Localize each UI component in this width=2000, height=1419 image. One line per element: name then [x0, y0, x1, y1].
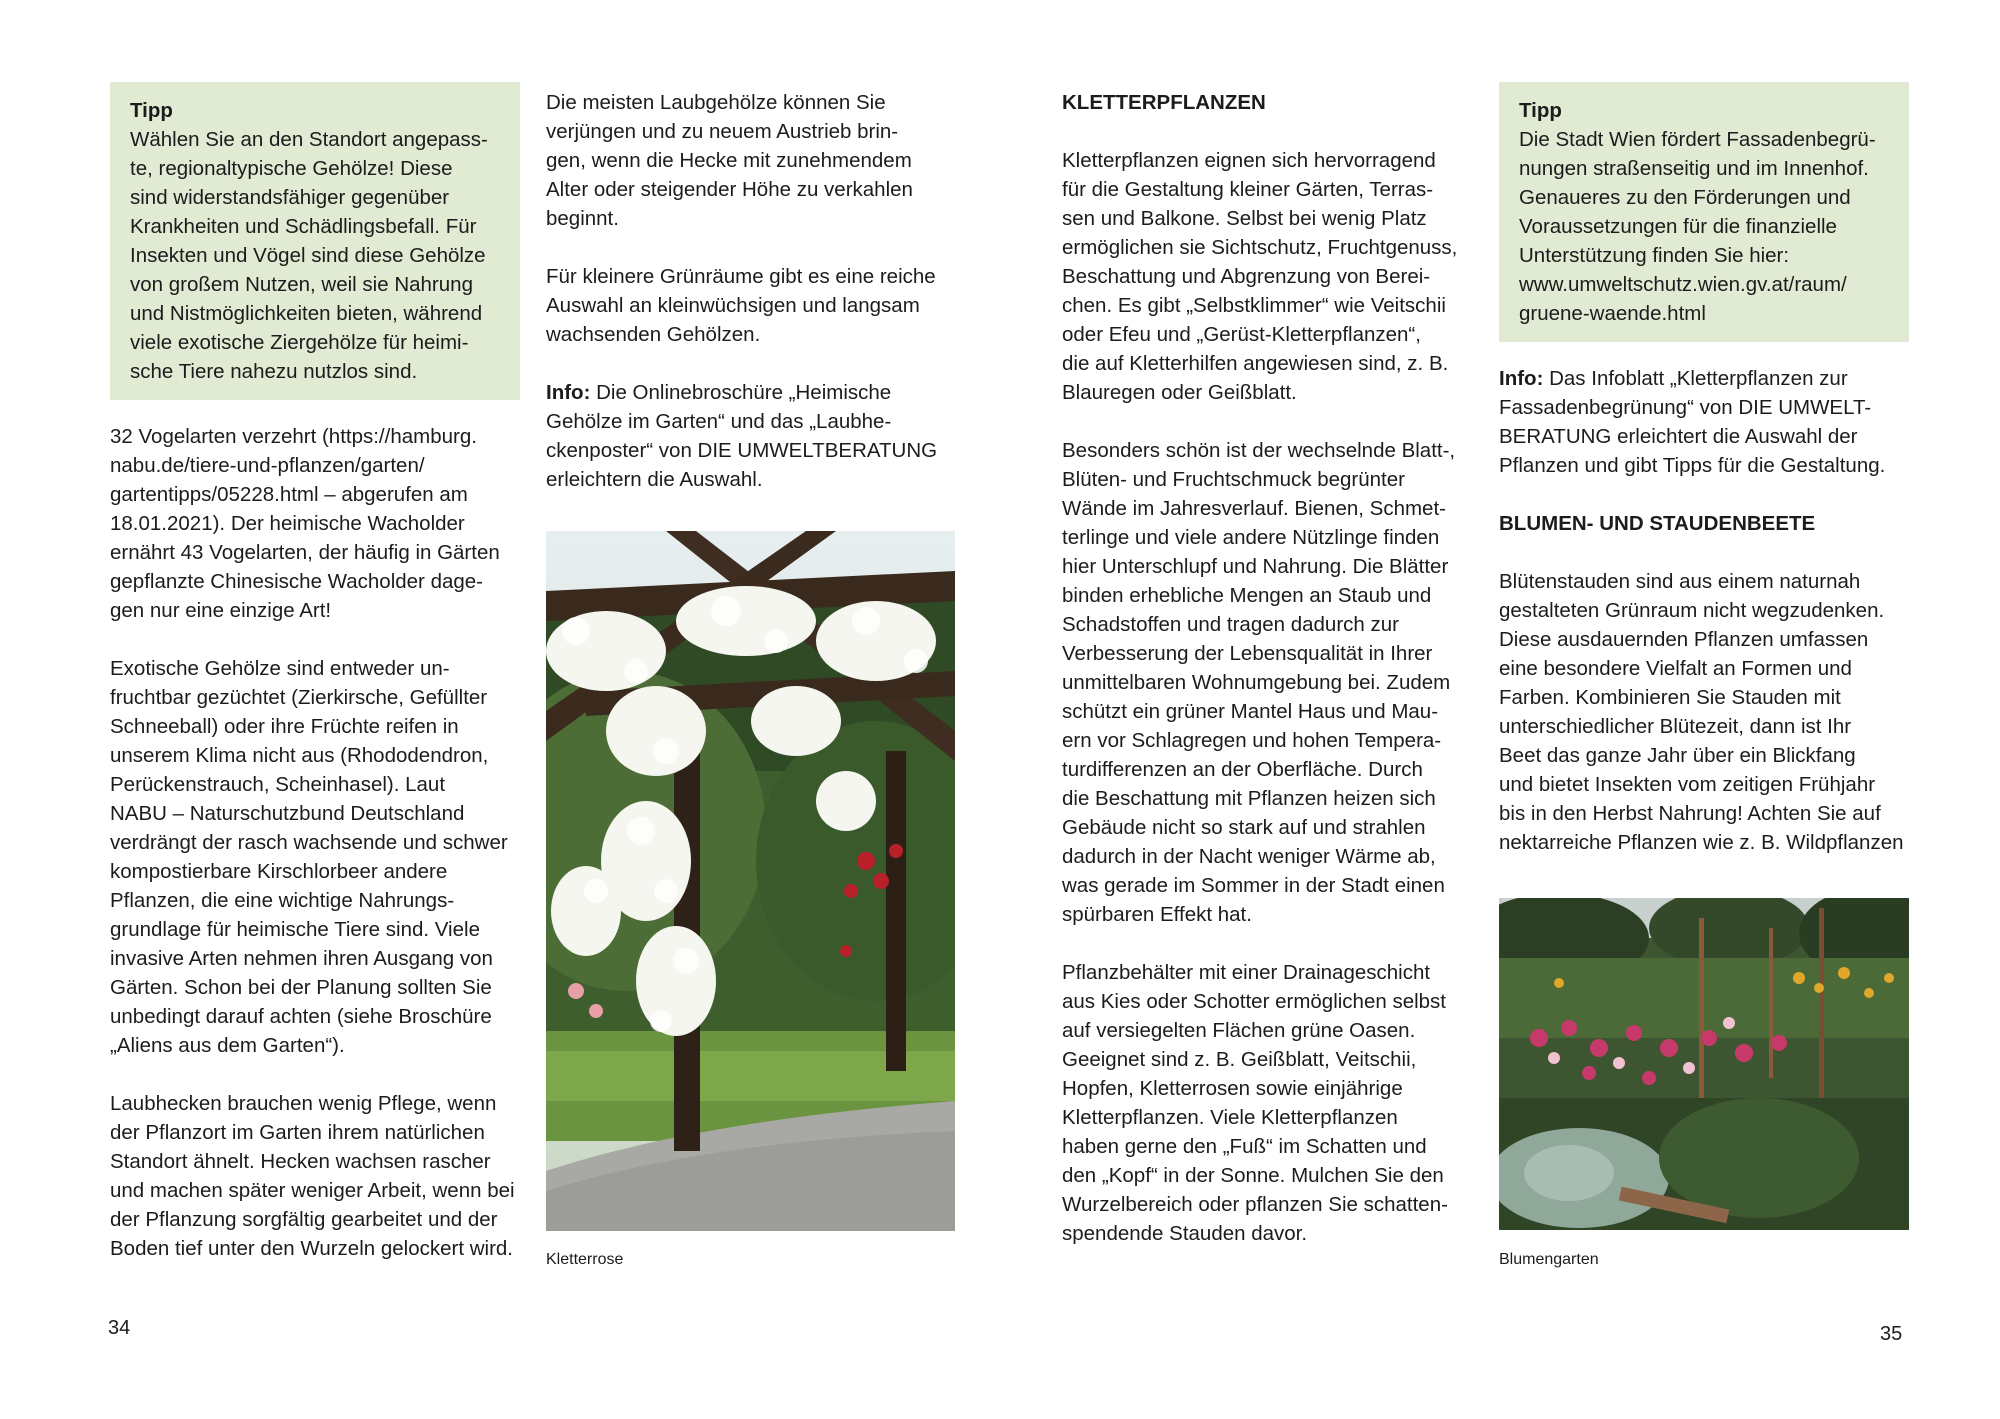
text-line: ckenposter“ von DIE UMWELTBERATUNG	[546, 439, 938, 462]
info-paragraph-left	[546, 378, 966, 494]
text-line: Standort ähnelt. Hecken wachsen rascher	[110, 1150, 491, 1173]
text-line: Auswahl an kleinwüchsigen und langsam	[546, 294, 920, 317]
photo-flower-garden	[1499, 898, 1909, 1230]
tip-line: Genaueres zu den Förderungen und	[1519, 186, 1851, 209]
photo-caption-right: Blumengarten	[1499, 1251, 1599, 1268]
text-line: und machen später weniger Arbeit, wenn bei	[110, 1179, 515, 1202]
column-4	[1499, 82, 1909, 857]
text-line: Fassadenbegrünung“ von DIE UMWELT-	[1499, 396, 1872, 419]
photo-caption-left: Kletterrose	[546, 1251, 624, 1268]
text-line: Perückenstrauch, Scheinhasel). Laut	[110, 773, 446, 796]
tip-title: Tipp	[1519, 99, 1562, 122]
text-line: dadurch in der Nacht weniger Wärme ab,	[1062, 845, 1436, 868]
text-line: Wurzelbereich oder pflanzen Sie schatten-	[1062, 1193, 1448, 1216]
paragraph-climbing-benefits	[1062, 436, 1482, 929]
text-line: der Pflanzung sorgfältig gearbeitet und der	[110, 1208, 498, 1231]
text-line: sen und Balkone. Selbst bei wenig Platz	[1062, 207, 1427, 230]
text-line: invasive Arten nehmen ihren Ausgang von	[110, 947, 493, 970]
text-line: Pflanzen und gibt Tipps für die Gestaltung.	[1499, 454, 1886, 477]
text-line: ernährt 43 Vogelarten, der häufig in Gärten	[110, 541, 500, 564]
text-line: Die meisten Laubgehölze können Sie	[546, 91, 886, 114]
text-line: schützt ein grüner Mantel Haus und Mau-	[1062, 700, 1439, 723]
text-line: wachsenden Gehölzen.	[546, 323, 761, 346]
text-line: Für kleinere Grünräume gibt es eine reiche	[546, 265, 936, 288]
tip-line: te, regionaltypische Gehölze! Diese	[130, 157, 453, 180]
info-text: Das Infoblatt „Kletterpflanzen zur	[1543, 367, 1848, 390]
info-paragraph-right	[1499, 364, 1909, 480]
text-line: spendende Stauden davor.	[1062, 1222, 1308, 1245]
column-1	[110, 82, 520, 1263]
paragraph-exotic-plants	[110, 654, 520, 1060]
text-line: erleichtern die Auswahl.	[546, 468, 763, 491]
text-line: fruchtbar gezüchtet (Zierkirsche, Gefüllter	[110, 686, 488, 709]
tip-line: sind widerstandsfähiger gegenüber	[130, 186, 450, 209]
text-line: gestalteten Grünraum nicht wegzudenken.	[1499, 599, 1885, 622]
text-line: nektarreiche Pflanzen wie z. B. Wildpflanzen	[1499, 831, 1904, 854]
text-line: den „Kopf“ in der Sonne. Mulchen Sie den	[1062, 1164, 1444, 1187]
text-line: Diese ausdauernden Pflanzen umfassen	[1499, 628, 1869, 651]
text-line: turdifferenzen an der Oberfläche. Durch	[1062, 758, 1423, 781]
text-line: auf versiegelten Flächen grüne Oasen.	[1062, 1019, 1416, 1042]
tip-line: von großem Nutzen, weil sie Nahrung	[130, 273, 473, 296]
text-line	[1499, 364, 1909, 393]
paragraph-small-gardens	[546, 262, 966, 349]
tip-line: Voraussetzungen für die finanzielle	[1519, 215, 1837, 238]
text-line: Boden tief unter den Wurzeln gelockert wird.	[110, 1237, 514, 1260]
text-line: spürbaren Effekt hat.	[1062, 903, 1252, 926]
text-line: der Pflanzort im Garten ihrem natürlichen	[110, 1121, 485, 1144]
section-heading-climbing-plants: KLETTERPFLANZEN	[1062, 91, 1266, 114]
text-line: und bietet Insekten vom zeitigen Frühjahr	[1499, 773, 1876, 796]
text-line: Gehölze im Garten“ und das „Laubhe-	[546, 410, 892, 433]
text-line: kompostierbare Kirschlorbeer andere	[110, 860, 448, 883]
column-2	[546, 88, 966, 494]
text-line: ern vor Schlagregen und hohen Tempera-	[1062, 729, 1442, 752]
text-line: eine besondere Vielfalt an Formen und	[1499, 657, 1852, 680]
text-line: unmittelbaren Wohnumgebung bei. Zudem	[1062, 671, 1451, 694]
paragraph-bird-species	[110, 422, 520, 625]
text-line: Verbesserung der Lebensqualität in Ihrer	[1062, 642, 1433, 665]
tip-line: Krankheiten und Schädlingsbefall. Für	[130, 215, 477, 238]
text-line: Blauregen oder Geißblatt.	[1062, 381, 1297, 404]
tip-line: und Nistmöglichkeiten bieten, während	[130, 302, 483, 325]
column-3	[1062, 88, 1482, 1248]
tip-box-left	[110, 82, 520, 400]
text-line: nabu.de/tiere-und-pflanzen/garten/	[110, 454, 425, 477]
text-line: beginnt.	[546, 207, 619, 230]
text-line: aus Kies oder Schotter ermöglichen selbst	[1062, 990, 1447, 1013]
text-line: 32 Vogelarten verzehrt (https://hamburg.	[110, 425, 477, 448]
text-line: die auf Kletterhilfen angewiesen sind, z. B.	[1062, 352, 1449, 375]
tip-line: Die Stadt Wien fördert Fassadenbegrü-	[1519, 128, 1876, 151]
text-line: chen. Es gibt „Selbstklimmer“ wie Veitschii	[1062, 294, 1446, 317]
info-text: Die Onlinebroschüre „Heimische	[590, 381, 892, 404]
text-line: gepflanzte Chinesische Wacholder dage-	[110, 570, 484, 593]
text-line: Geeignet sind z. B. Geißblatt, Veitschii,	[1062, 1048, 1417, 1071]
text-line: unserem Klima nicht aus (Rhododendron,	[110, 744, 489, 767]
text-line: Gärten. Schon bei der Planung sollten Sie	[110, 976, 492, 999]
tip-title: Tipp	[130, 99, 173, 122]
paragraph-rejuvenate	[546, 88, 966, 233]
text-line: NABU – Naturschutzbund Deutschland	[110, 802, 465, 825]
tip-line: Insekten und Vögel sind diese Gehölze	[130, 244, 486, 267]
text-line: 18.01.2021). Der heimische Wacholder	[110, 512, 465, 535]
text-line: BERATUNG erleichtert die Auswahl der	[1499, 425, 1858, 448]
tip-link-line: gruene-waende.html	[1519, 302, 1706, 325]
section-heading-flower-beds: BLUMEN- UND STAUDENBEETE	[1499, 512, 1816, 535]
page-number-right: 35	[1880, 1323, 1903, 1345]
text-line: Exotische Gehölze sind entweder un-	[110, 657, 450, 680]
info-label: Info:	[1499, 367, 1544, 390]
info-label: Info:	[546, 381, 591, 404]
text-line: grundlage für heimische Tiere sind. Viele	[110, 918, 480, 941]
text-line: Farben. Kombinieren Sie Stauden mit	[1499, 686, 1841, 709]
page-number-left: 34	[108, 1317, 131, 1339]
text-line: Alter oder steigender Höhe zu verkahlen	[546, 178, 913, 201]
text-line: gartentipps/05228.html – abgerufen am	[110, 483, 468, 506]
text-line: terlinge und viele andere Nützlinge finden	[1062, 526, 1440, 549]
text-line: Beet das ganze Jahr über ein Blickfang	[1499, 744, 1856, 767]
text-line: Hopfen, Kletterrosen sowie einjährige	[1062, 1077, 1403, 1100]
text-line: Kletterpflanzen eignen sich hervorragend	[1062, 149, 1436, 172]
text-line: oder Efeu und „Gerüst-Kletterpflanzen“,	[1062, 323, 1421, 346]
text-line: ermöglichen sie Sichtschutz, Fruchtgenuss,	[1062, 236, 1458, 259]
tip-line: viele exotische Ziergehölze für heimi-	[130, 331, 469, 354]
tip-line: sche Tiere nahezu nutzlos sind.	[130, 360, 418, 383]
text-line: bis in den Herbst Nahrung! Achten Sie auf	[1499, 802, 1881, 825]
text-line: Gebäude nicht so stark auf und strahlen	[1062, 816, 1426, 839]
photo-climbing-rose	[546, 531, 955, 1231]
text-line: Schneeball) oder ihre Früchte reifen in	[110, 715, 459, 738]
text-line: Pflanzbehälter mit einer Drainageschicht	[1062, 961, 1431, 984]
text-line: was gerade im Sommer in der Stadt einen	[1062, 874, 1445, 897]
text-line	[546, 378, 966, 407]
text-line: binden erhebliche Mengen an Staub und	[1062, 584, 1432, 607]
tip-line: nungen straßenseitig und im Innenhof.	[1519, 157, 1869, 180]
paragraph-climbing-intro	[1062, 146, 1482, 407]
text-line: Schadstoffen und tragen dadurch zur	[1062, 613, 1399, 636]
text-line: die Beschattung mit Pflanzen heizen sich	[1062, 787, 1436, 810]
text-line: Kletterpflanzen. Viele Kletterpflanzen	[1062, 1106, 1398, 1129]
paragraph-hedges	[110, 1089, 520, 1263]
text-line: hier Unterschlupf und Nahrung. Die Blätter	[1062, 555, 1449, 578]
text-line: Beschattung und Abgrenzung von Berei-	[1062, 265, 1431, 288]
tip-box-right	[1499, 82, 1909, 342]
text-line: verjüngen und zu neuem Austrieb brin-	[546, 120, 899, 143]
text-line: verdrängt der rasch wachsende und schwer	[110, 831, 508, 854]
text-line: gen nur eine einzige Art!	[110, 599, 332, 622]
text-line: Blütenstauden sind aus einem naturnah	[1499, 570, 1861, 593]
text-line: Besonders schön ist der wechselnde Blatt-,	[1062, 439, 1456, 462]
text-line: haben gerne den „Fuß“ im Schatten und	[1062, 1135, 1427, 1158]
paragraph-planters	[1062, 958, 1482, 1248]
tip-line: Unterstützung finden Sie hier:	[1519, 244, 1790, 267]
text-line: „Aliens aus dem Garten“).	[110, 1034, 345, 1057]
tip-link-line: www.umweltschutz.wien.gv.at/raum/	[1519, 273, 1847, 296]
text-line: Laubhecken brauchen wenig Pflege, wenn	[110, 1092, 497, 1115]
paragraph-perennials	[1499, 567, 1909, 857]
text-line: Wände im Jahresverlauf. Bienen, Schmet-	[1062, 497, 1446, 520]
text-line: unterschiedlicher Blütezeit, dann ist Ihr	[1499, 715, 1852, 738]
text-line: gen, wenn die Hecke mit zunehmendem	[546, 149, 912, 172]
text-line: für die Gestaltung kleiner Gärten, Terras-	[1062, 178, 1434, 201]
text-line: Pflanzen, die eine wichtige Nahrungs-	[110, 889, 455, 912]
text-line: Blüten- und Fruchtschmuck begrünter	[1062, 468, 1405, 491]
text-line: unbedingt darauf achten (siehe Broschüre	[110, 1005, 492, 1028]
tip-line: Wählen Sie an den Standort angepass-	[130, 128, 488, 151]
